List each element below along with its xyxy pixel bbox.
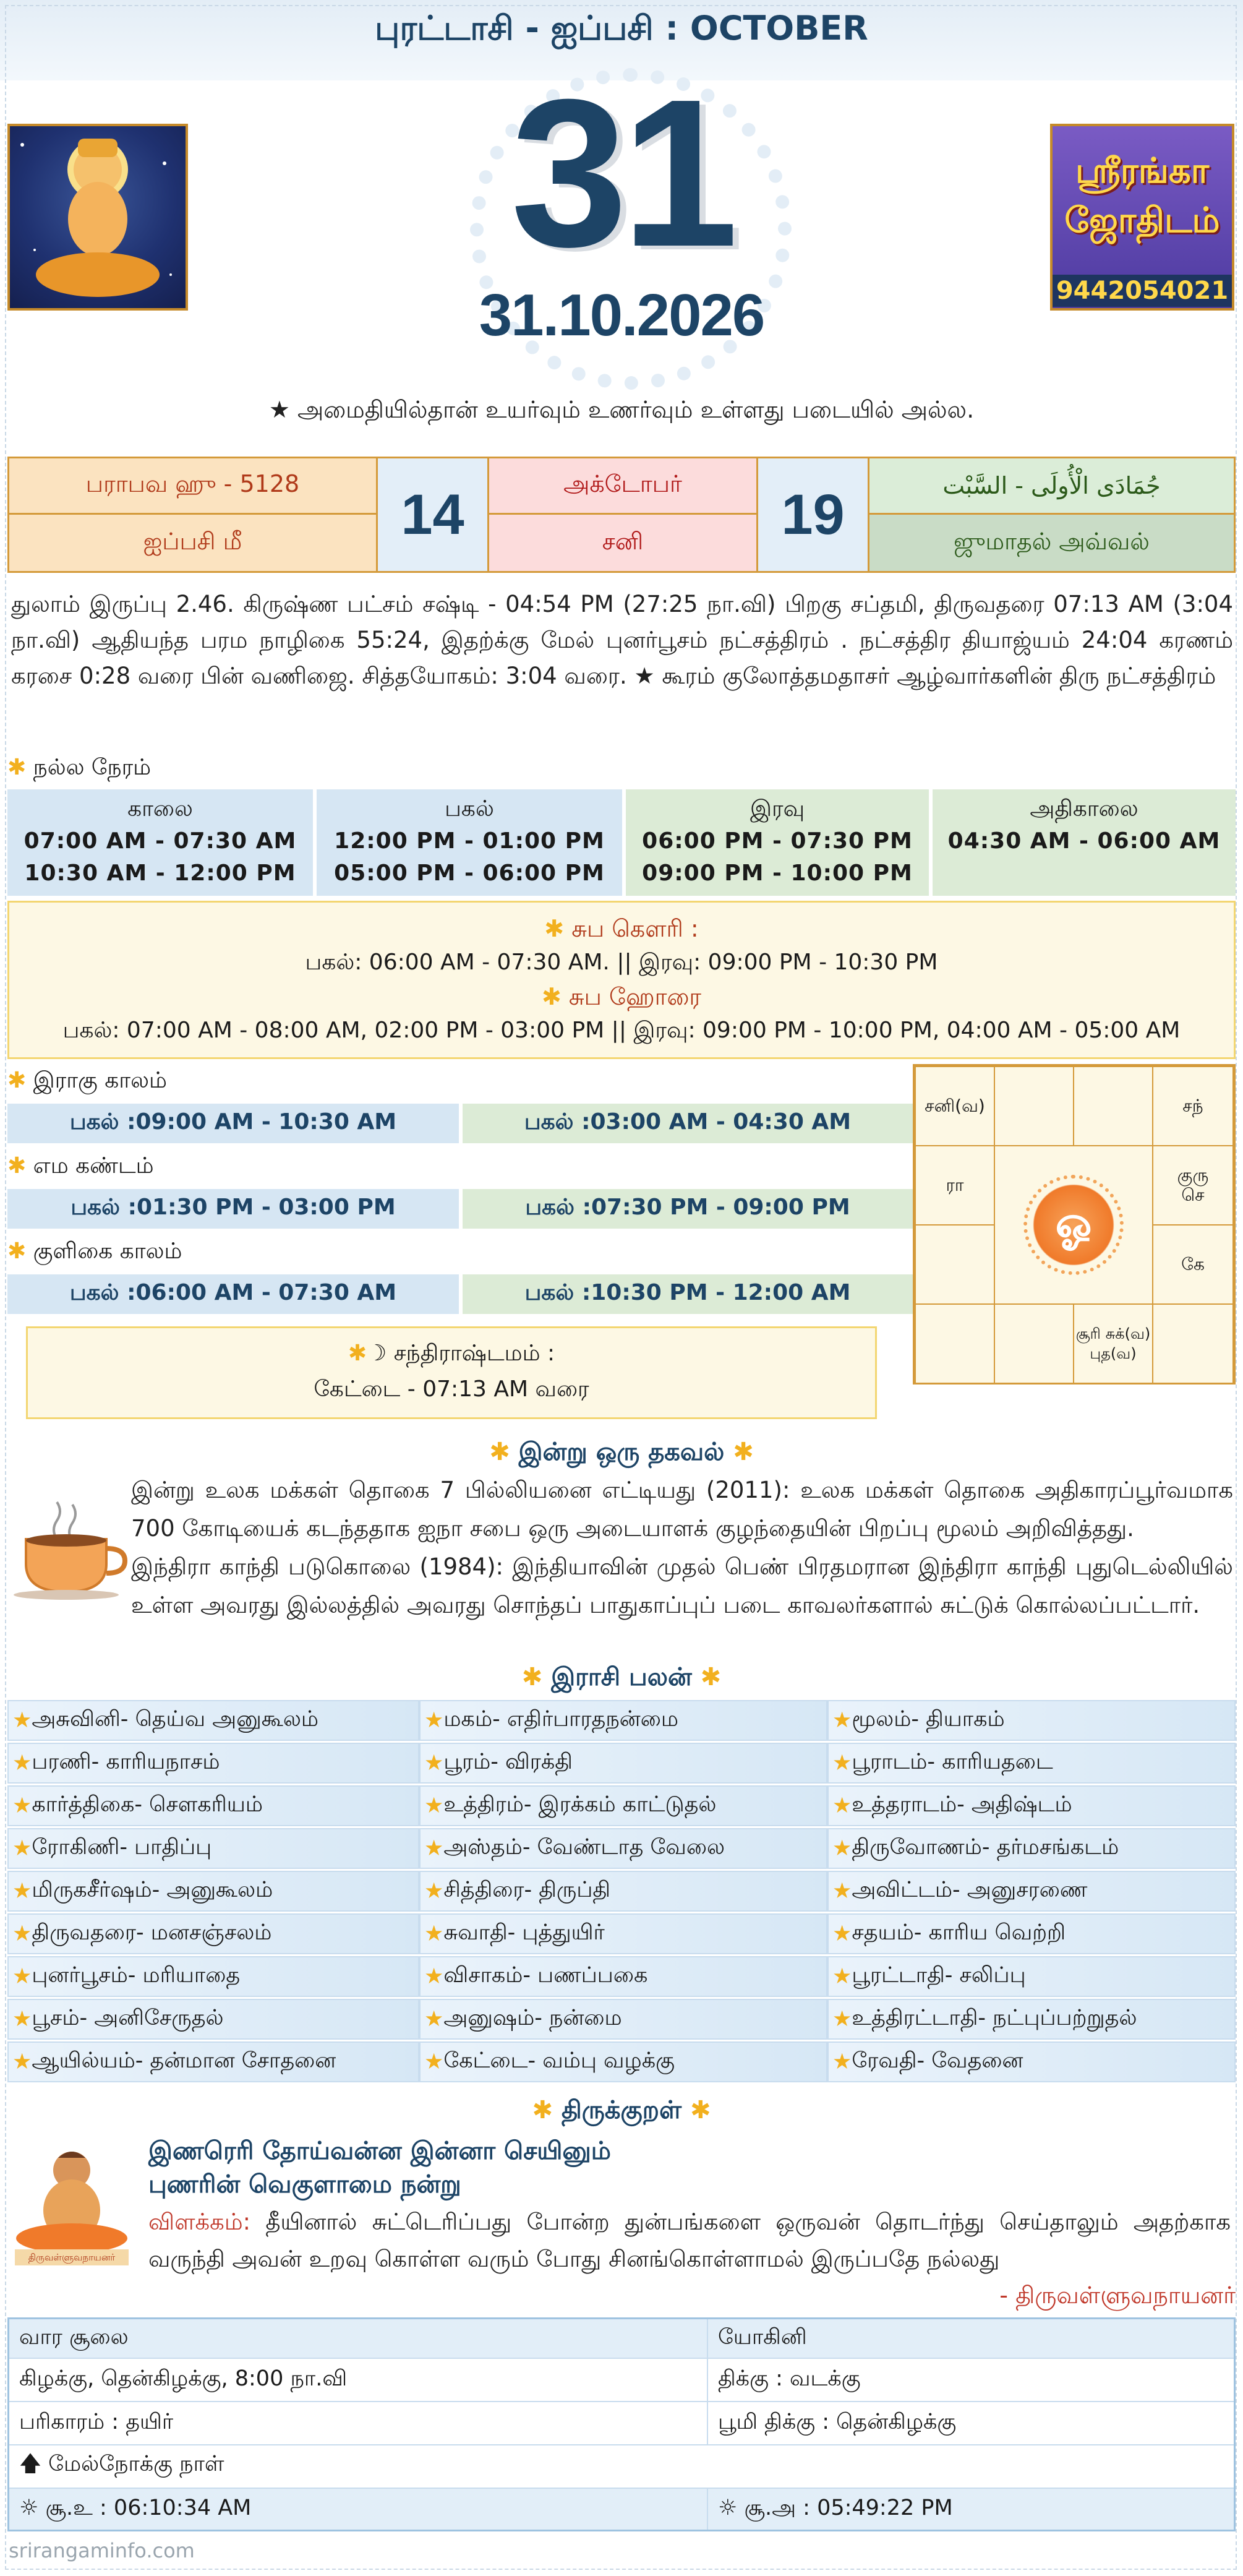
rahu-heading — [7, 1068, 167, 1096]
rasi-text: திருவோணம்- தர்மசங்கடம் — [852, 1835, 1119, 1860]
rasi-cell — [7, 1999, 419, 2040]
nalla-neram-label: நல்ல நேரம் — [33, 755, 152, 780]
star-icon: ★ — [12, 1751, 32, 1775]
tamil-day: 14 — [378, 458, 489, 571]
sun-row — [9, 2489, 1234, 2530]
nn-col-day — [317, 789, 622, 896]
chart-house: சனி(வ) — [915, 1066, 995, 1146]
kuligai-time-1: பகல் :06:00 AM - 07:30 AM — [7, 1274, 459, 1314]
star-icon: ★ — [832, 1708, 852, 1733]
rahu-label: இராகு காலம் — [33, 1068, 167, 1093]
rasi-cell — [827, 2041, 1236, 2082]
rasi-text: கார்த்திகை- சௌகரியம் — [32, 1792, 263, 1817]
rasi-cell — [827, 1700, 1236, 1741]
rasi-text: பூசம்- அனிசேருதல் — [32, 2006, 224, 2030]
star-icon: ★ — [832, 1921, 852, 1946]
rasi-text: மிருகசீர்ஷம்- அனுகூலம் — [32, 1878, 273, 1902]
subha-box — [7, 901, 1236, 1059]
islamic-day: 19 — [758, 458, 869, 571]
rasi-text: அவிட்டம்- அனுசரணை — [852, 1878, 1088, 1902]
rasi-cell — [419, 1871, 827, 1912]
nn-time: 07:00 AM - 07:30 AM — [23, 828, 297, 854]
day-number: 31 — [510, 56, 733, 291]
rasi-text: உத்திரம்- இரக்கம் காட்டுதல் — [443, 1792, 717, 1817]
parigaram: பரிகாரம் : தயிர் — [9, 2402, 708, 2444]
rasi-cell — [419, 1785, 827, 1826]
nn-time: 10:30 AM - 12:00 PM — [24, 861, 296, 886]
star-icon: ✱ — [7, 1068, 27, 1093]
info-paragraph-2: இந்திரா காந்தி படுகொலை (1984): இந்தியாவின் முதல் பெண் பிரதமரான இந்திரா காந்தி புதுடெல்லியில் உள்ள அவரது இல்லத்தில் அவரது சொந்தப் பாதுகாப்புப் படை காவலர்களால் சுட்டுக் கொல்லப்பட்டார். — [131, 1553, 1233, 1618]
chandrashtamam-title: ☽ சந்திராஷ்டமம் : — [367, 1341, 555, 1366]
rasi-text: அஸ்தம்- வேண்டாத வேலை — [443, 1835, 725, 1860]
nn-col-night — [626, 789, 929, 896]
calendar-grid — [7, 457, 1236, 573]
logo-line2: ஜோதிடம் — [1064, 200, 1220, 241]
kural-explanation-label: விளக்கம்: — [148, 2209, 251, 2235]
rasi-cell — [419, 1700, 827, 1741]
deity-image — [7, 124, 188, 311]
star-icon: ✱ — [7, 1239, 27, 1264]
tea-cup-icon — [14, 1496, 131, 1601]
nokku-day: 🡅 மேல்நோக்கு நாள் — [19, 2451, 224, 2476]
rasi-cell — [419, 1956, 827, 1997]
kural-title: திருக்குறள் — [561, 2096, 682, 2124]
chart-house — [915, 1224, 995, 1305]
rasi-text: சதயம்- காரிய வெற்றி — [852, 1920, 1066, 1945]
nn-time: 12:00 PM - 01:00 PM — [334, 828, 605, 854]
star-icon: ✱ — [733, 1438, 754, 1466]
logo-line1: ஸ்ரீரங்கா — [1075, 151, 1209, 191]
thiruvalluvar-image — [9, 2145, 135, 2267]
yogini-value: திக்கு : வடக்கு — [718, 2366, 861, 2391]
rasi-title: இராசி பலன் — [551, 1663, 692, 1691]
star-icon: ★ — [12, 1921, 32, 1946]
star-icon: ✱ — [7, 755, 27, 780]
rasi-palan-grid — [7, 1700, 1236, 2085]
sunset: ☼ சூ.அ : 05:49:22 PM — [718, 2496, 953, 2520]
star-icon: ★ — [832, 2007, 852, 2032]
rasi-heading — [0, 1663, 1243, 1694]
star-icon: ★ — [832, 1793, 852, 1818]
kural-explanation-text: தீயினால் சுட்டெரிப்பது போன்ற துன்பங்களை ஒருவன் தொடர்ந்து செய்தாலும் அதற்காக வருந்தி அவன் உறவு கொள்ள வரும் போது சினங்கொள்ளாமல் இருப்பதே நல்லது — [148, 2209, 1231, 2272]
horai-times: பகல்: 07:00 AM - 08:00 AM, 02:00 PM - 03:00 PM || இரவு: 09:00 PM - 10:00 PM, 04:00 AM - 05:00 AM — [62, 1018, 1181, 1043]
rasi-cell — [827, 1871, 1236, 1912]
star-icon: ★ — [832, 2050, 852, 2074]
bhoomi-direction: பூமி திக்கு : தென்கிழக்கு — [718, 2410, 957, 2434]
star-icon: ★ — [12, 1964, 32, 1989]
site-url[interactable]: srirangaminfo.com — [9, 2539, 195, 2562]
star-icon: ★ — [832, 1751, 852, 1775]
star-icon: ★ — [12, 2050, 32, 2074]
ema-label: எம கண்டம் — [33, 1153, 154, 1179]
rasi-text: பூராடம்- காரியதடை — [852, 1750, 1053, 1774]
logo-phone: 9442054021 — [1053, 275, 1232, 307]
islamic-month-arabic: جُمَادَى الْأُولَى - السَّبْت — [869, 458, 1234, 515]
star-icon: ✱ — [532, 2096, 553, 2124]
star-icon: ★ — [424, 1964, 444, 1989]
rasi-cell — [7, 1828, 419, 1869]
rasi-text: திருவதரை- மனசஞ்சலம் — [32, 1920, 272, 1945]
tamil-month: ஐப்பசி மீ — [9, 515, 378, 571]
rasi-cell — [827, 1999, 1236, 2040]
rasi-text: ரேவதி- வேதனை — [852, 2048, 1023, 2073]
rasi-cell — [419, 2041, 827, 2082]
sunrise: ☼ சூ.உ : 06:10:34 AM — [9, 2489, 708, 2530]
nn-time: 09:00 PM - 10:00 PM — [642, 861, 913, 886]
star-icon: ★ — [12, 1836, 32, 1861]
info-heading — [0, 1438, 1243, 1469]
rasi-text: சித்திரை- திருப்தி — [443, 1878, 611, 1902]
nn-col-dawn — [933, 789, 1236, 896]
nn-time: 05:00 PM - 06:00 PM — [334, 861, 605, 886]
rasi-cell — [7, 2041, 419, 2082]
brand-logo — [1050, 124, 1234, 311]
kuligai-heading — [7, 1239, 182, 1267]
full-date: 31.10.2026 — [479, 282, 764, 348]
rasi-cell — [419, 1828, 827, 1869]
rasi-cell — [419, 1913, 827, 1954]
nn-col-title: அதிகாலை — [1030, 796, 1138, 822]
panchangam-text: துலாம் இருப்பு 2.46. கிருஷ்ண பட்சம் சஷ்டி - 04:54 PM (27:25 நா.வி) பிறகு சப்தமி, திருவதரை 07:13 AM (3:04 நா.வி) ஆதியந்த பரம நாழிகை 55:24, இதற்க்கு மேல் புனர்பூசம் நட்சத்திரம் . நட்சத்திர தியாஜ்யம் 24:04 கரணம் கரசை 0:28 வரை பின் வணிஜை. சித்தயோகம்: 3:04 வரை. ★ கூரம் குலோத்தமதாசர் ஆழ்வார்களின் திரு நட்சத்திரம் — [11, 591, 1233, 689]
yogini-label: யோகினி — [718, 2325, 807, 2350]
chandrashtamam-heading — [28, 1336, 875, 1372]
rasi-text: அசுவினி- தெய்வ அனுகூலம் — [32, 1707, 319, 1732]
rasi-cell — [827, 1743, 1236, 1784]
rasi-text: உத்தராடம்- அதிஷ்டம் — [852, 1792, 1072, 1817]
star-icon: ✱ — [541, 983, 562, 1010]
star-icon: ★ — [424, 1708, 444, 1733]
star-icon: ★ — [12, 1708, 32, 1733]
chandrashtamam-box — [26, 1326, 877, 1419]
gowri-title: சுப கௌரி : — [571, 915, 699, 942]
chart-house: சூரி சுக்(வ) புத(வ) — [1073, 1303, 1153, 1384]
rasi-cell — [827, 1913, 1236, 1954]
horai-heading — [9, 979, 1234, 1014]
nn-col-title: காலை — [127, 796, 193, 822]
rasi-text: உத்திரட்டாதி- நட்புப்பற்றுதல் — [852, 2006, 1137, 2030]
star-icon: ★ — [832, 1879, 852, 1904]
star-icon: ✱ — [700, 1663, 722, 1691]
ema-time-2: பகல் :07:30 PM - 09:00 PM — [463, 1189, 913, 1229]
nn-col-morning — [7, 789, 313, 896]
rasi-text: சுவாதி- புத்துயிர் — [443, 1920, 605, 1945]
star-icon: ★ — [832, 1836, 852, 1861]
tamil-year: பராபவ ஹு - 5128 — [9, 458, 378, 515]
details-row — [9, 2402, 1234, 2445]
rasi-text: விசாகம்- பணப்பகை — [443, 1963, 648, 1988]
details-table — [7, 2317, 1236, 2531]
chart-house: ரா — [915, 1145, 995, 1226]
rasi-text: பரணி- காரியநாசம் — [32, 1750, 220, 1774]
star-icon: ★ — [424, 1879, 444, 1904]
rasi-text: கேட்டை- வம்பு வழக்கு — [443, 2048, 675, 2073]
details-row — [9, 2445, 1234, 2489]
islamic-month-tamil: ஜுமாதல் அவ்வல் — [869, 515, 1234, 571]
rasi-cell — [7, 1871, 419, 1912]
chart-center — [994, 1145, 1153, 1305]
om-icon: ஓ — [1023, 1175, 1124, 1275]
rasi-text: மூலம்- தியாகம் — [852, 1707, 1005, 1732]
chandrashtamam-text: கேட்டை - 07:13 AM வரை — [314, 1376, 589, 1402]
saint-caption: திருவள்ளுவநாயனர் — [28, 2252, 116, 2263]
rahu-time-2: பகல் :03:00 AM - 04:30 AM — [463, 1104, 913, 1143]
rasi-text: மகம்- எதிர்பாரதநன்மை — [443, 1707, 679, 1732]
gowri-times: பகல்: 06:00 AM - 07:30 AM. || இரவு: 09:00 PM - 10:30 PM — [305, 950, 938, 975]
star-icon: ✱ — [690, 2096, 711, 2124]
rasi-text: ஆயில்யம்- தன்மான சோதனை — [32, 2048, 336, 2073]
rasi-text: ரோகிணி- பாதிப்பு — [32, 1835, 212, 1860]
rasi-cell — [7, 1700, 419, 1741]
rasi-cell — [419, 1999, 827, 2040]
nalla-neram-heading — [7, 755, 151, 783]
chart-house: சந் — [1152, 1066, 1234, 1146]
star-icon: ✱ — [489, 1438, 510, 1466]
kural-line-2: புணரின் வெகுளாமை நன்று — [148, 2170, 461, 2199]
rasi-cell — [827, 1828, 1236, 1869]
star-icon: ★ — [832, 1964, 852, 1989]
rasi-cell — [7, 1956, 419, 1997]
rasi-cell — [7, 1913, 419, 1954]
info-text — [131, 1471, 1233, 1625]
horai-title: சுப ஹோரை — [568, 983, 702, 1010]
chart-house: குரு செ — [1152, 1145, 1234, 1226]
kural-author: - திருவள்ளுவநாயனர் — [999, 2282, 1236, 2309]
nn-col-title: இரவு — [750, 796, 805, 822]
star-icon: ★ — [424, 2007, 444, 2032]
star-icon: ✱ — [544, 915, 565, 942]
star-icon: ★ — [12, 2007, 32, 2032]
month-title: புரட்டாசி - ஐப்பசி : OCTOBER — [375, 9, 868, 48]
rahu-time-1: பகல் :09:00 AM - 10:30 AM — [7, 1104, 459, 1143]
details-header-row — [9, 2319, 1234, 2359]
rasi-chart — [913, 1064, 1236, 1385]
star-icon: ★ — [424, 2050, 444, 2074]
star-icon: ✱ — [348, 1341, 367, 1366]
rasi-cell — [7, 1743, 419, 1784]
info-paragraph-1: இன்று உலக மக்கள் தொகை 7 பில்லியனை எட்டியது (2011): உலக மக்கள் தொகை அதிகாரப்பூர்வமாக 700 கோடியைக் கடந்ததாக ஐநா சபை ஒரு அடையாளக் குழந்தையின் பிறப்பு மூலம் அறிவித்தது. — [131, 1477, 1233, 1542]
rasi-cell — [419, 1743, 827, 1784]
info-title: இன்று ஒரு தகவல் — [518, 1438, 725, 1466]
rasi-cell — [827, 1956, 1236, 1997]
rasi-text: அனுஷம்- நன்மை — [443, 2006, 622, 2030]
daily-quote: ★ அமைதியில்தான் உயர்வும் உணர்வும் உள்ளது படையில் அல்ல. — [268, 396, 975, 423]
rasi-cell — [7, 1785, 419, 1826]
star-icon: ★ — [424, 1921, 444, 1946]
nalla-neram-table — [7, 789, 1236, 896]
vara-soolai-label: வார சூலை — [9, 2319, 708, 2358]
kural-line-1: இணரெரி தோய்வன்ன இன்னா செயினும் — [148, 2137, 611, 2165]
chart-house — [915, 1303, 995, 1384]
chart-house — [994, 1303, 1074, 1384]
rasi-text: பூரம்- விரக்தி — [443, 1750, 573, 1774]
kural-explanation — [148, 2204, 1231, 2278]
kuligai-label: குளிகை காலம் — [33, 1239, 182, 1264]
star-icon: ★ — [424, 1751, 444, 1775]
vara-soolai-value: கிழக்கு, தென்கிழக்கு, 8:00 நா.வி — [9, 2359, 708, 2401]
star-icon: ★ — [12, 1793, 32, 1818]
rasi-cell — [827, 1785, 1236, 1826]
ema-heading — [7, 1153, 154, 1182]
nn-time: 04:30 AM - 06:00 AM — [947, 828, 1221, 854]
star-icon: ✱ — [521, 1663, 543, 1691]
star-icon: ✱ — [7, 1153, 27, 1179]
details-row — [9, 2359, 1234, 2402]
rasi-text: புனர்பூசம்- மரியாதை — [32, 1963, 241, 1988]
weekday: சனி — [489, 515, 758, 571]
ema-time-1: பகல் :01:30 PM - 03:00 PM — [7, 1189, 459, 1229]
gowri-heading — [9, 911, 1234, 946]
kuligai-time-2: பகல் :10:30 PM - 12:00 AM — [463, 1274, 913, 1314]
nn-time: 06:00 PM - 07:30 PM — [642, 828, 913, 854]
chart-house — [1073, 1066, 1153, 1146]
kural-heading — [0, 2096, 1243, 2127]
star-icon: ★ — [424, 1836, 444, 1861]
star-icon: ★ — [12, 1879, 32, 1904]
chart-house: கே — [1152, 1224, 1234, 1305]
nn-col-title: பகல் — [445, 796, 494, 822]
star-icon: ★ — [424, 1793, 444, 1818]
chart-house — [1152, 1303, 1234, 1384]
rasi-text: பூரட்டாதி- சலிப்பு — [852, 1963, 1026, 1988]
chart-house — [994, 1066, 1074, 1146]
english-month: அக்டோபர் — [489, 458, 758, 515]
